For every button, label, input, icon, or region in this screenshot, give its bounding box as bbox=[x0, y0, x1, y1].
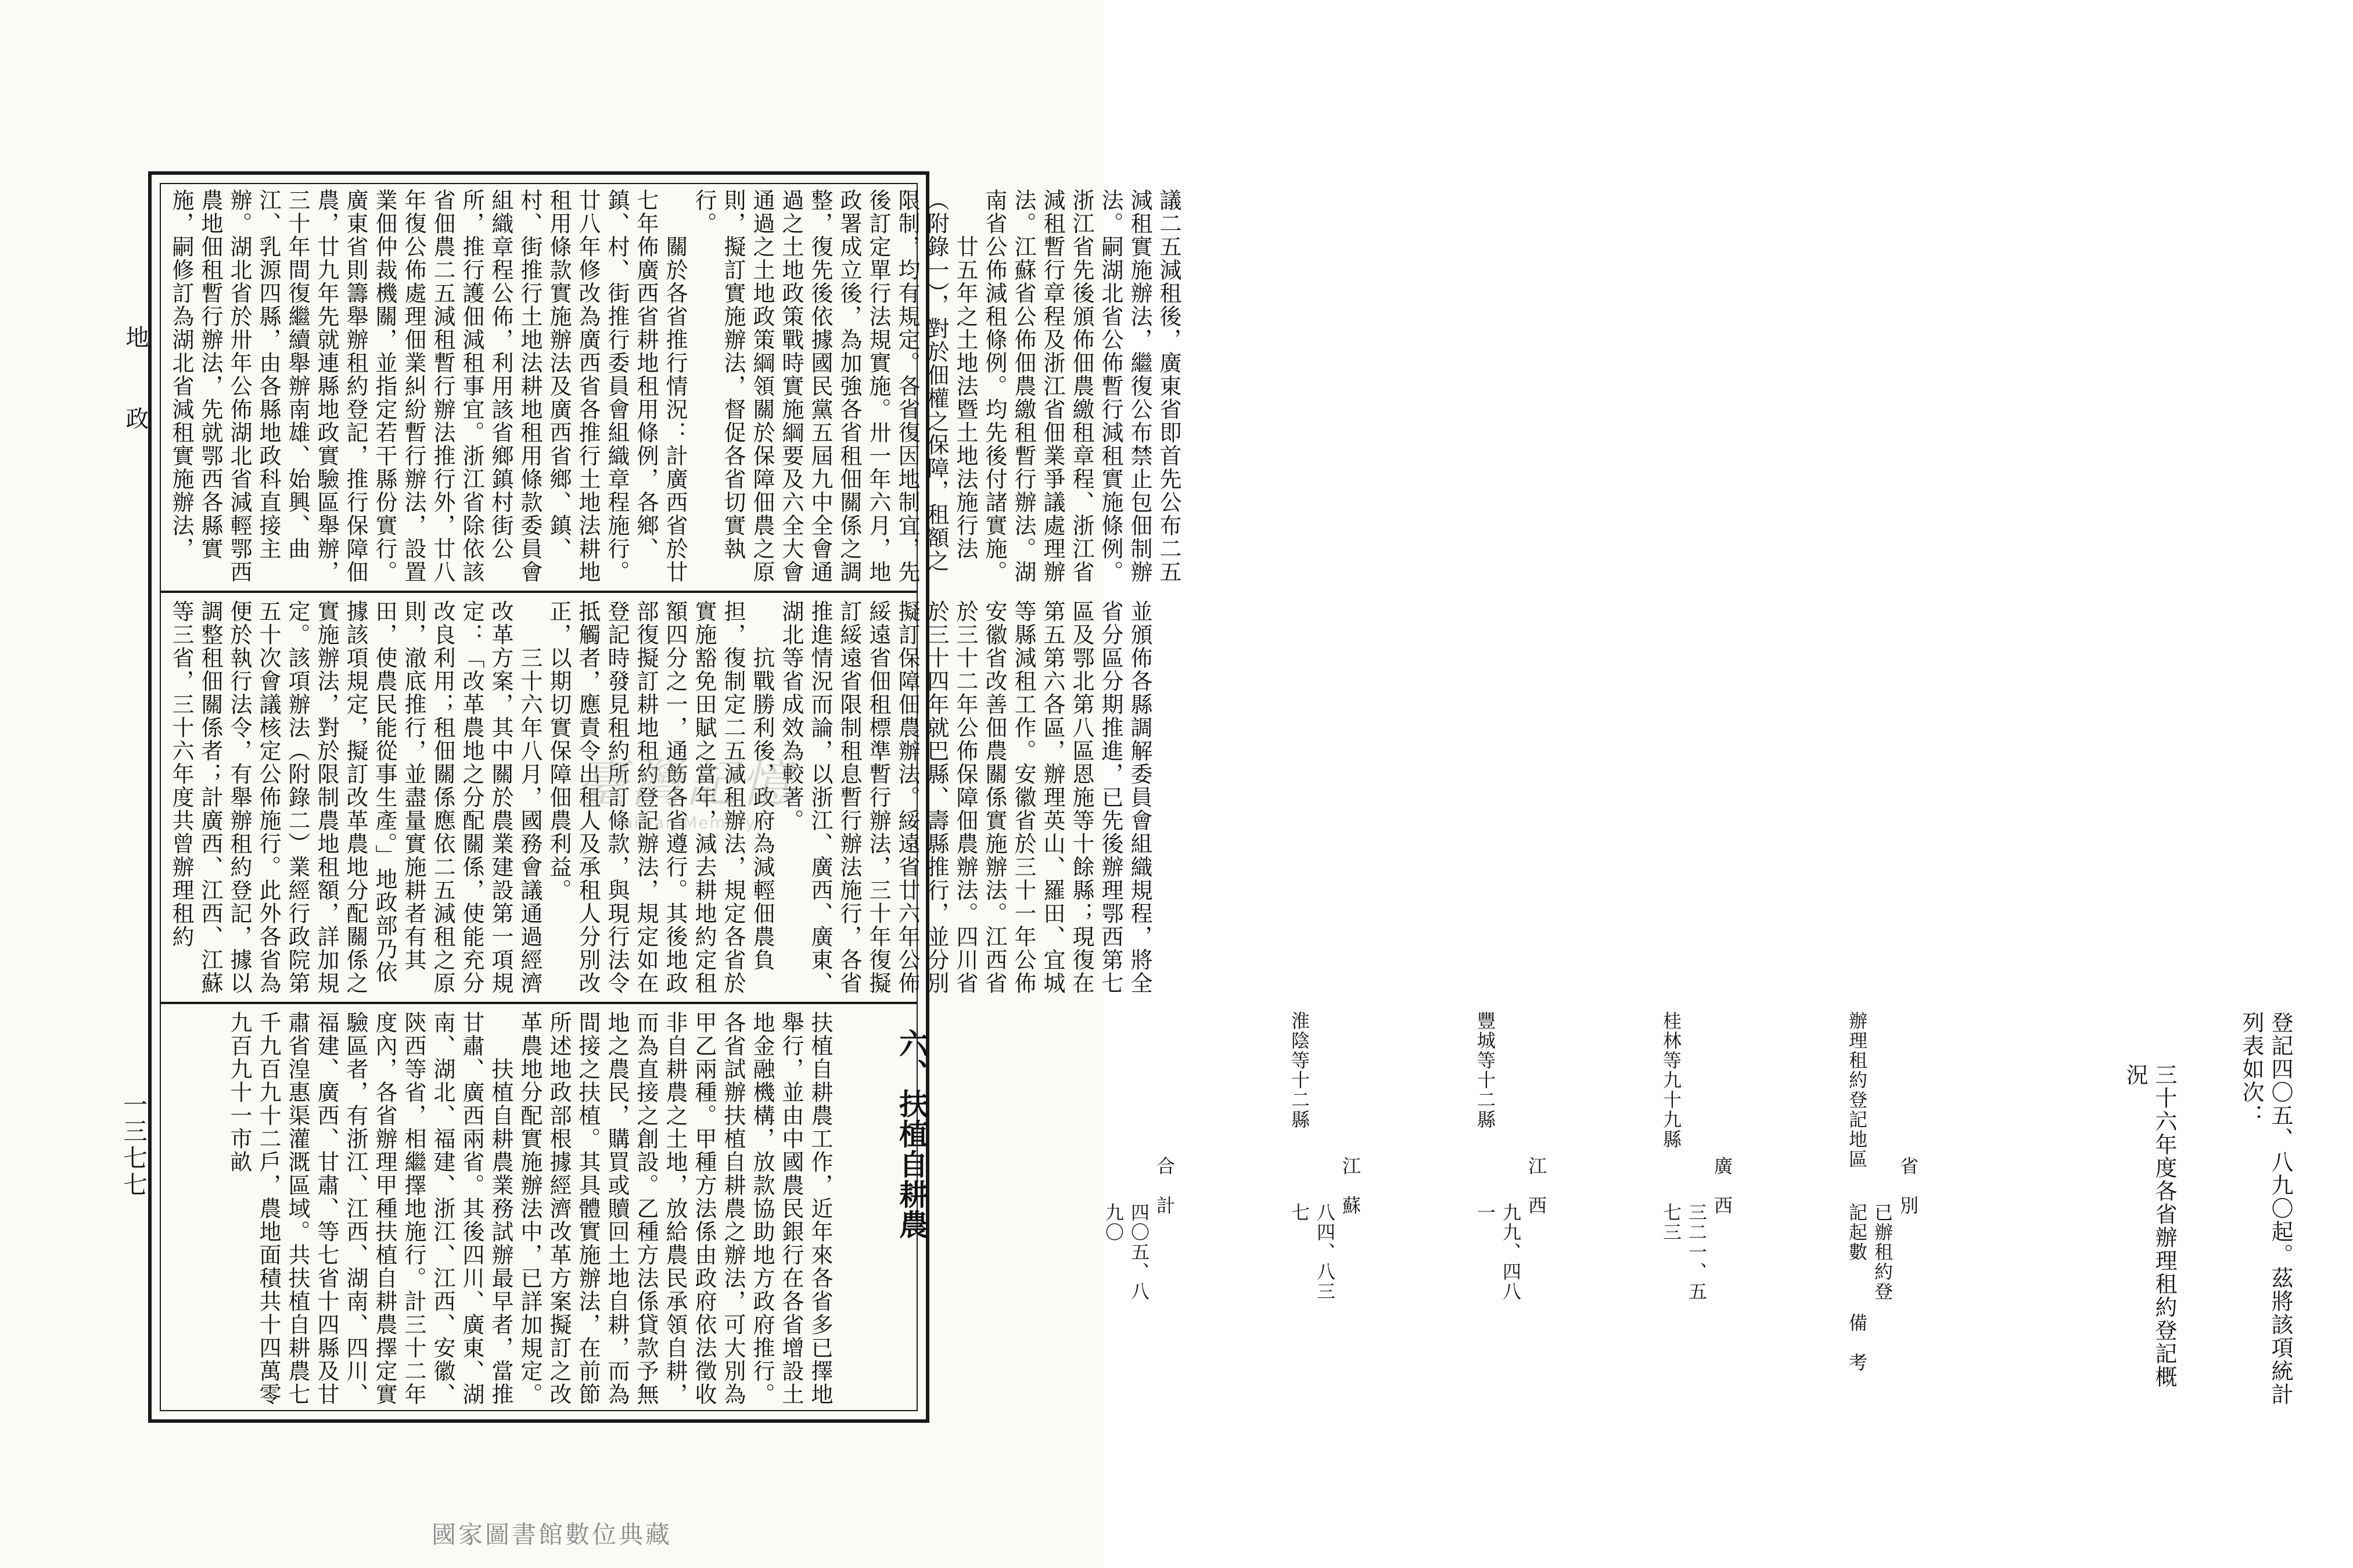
watermark-subtext: Taiwan Memory bbox=[615, 813, 756, 832]
cell-region: 豐城等十二縣 bbox=[1474, 1011, 1496, 1130]
table-row bbox=[1633, 1011, 1761, 1406]
table-total-row bbox=[1075, 1011, 1203, 1406]
table-header-row bbox=[1819, 1011, 1946, 1406]
cell-province: 江 西 bbox=[1525, 1156, 1547, 1215]
chapter-title: 地 政 bbox=[122, 325, 149, 447]
cell-count: 九九、四八一 bbox=[1474, 1203, 1522, 1301]
cell-province: 江 蘇 bbox=[1339, 1156, 1361, 1215]
page-number: 一三七七 bbox=[120, 1092, 148, 1199]
watermark-text: 臺灣記憶 bbox=[576, 754, 795, 814]
header-province: 省 別 bbox=[1897, 1156, 1919, 1215]
cell-total-label: 合 計 bbox=[1154, 1156, 1176, 1215]
table-title: 三十六年度各省辦理租約登記概況 bbox=[2122, 1063, 2177, 1389]
header-remark: 備 考 bbox=[1846, 1313, 1868, 1372]
band-bottom-columns bbox=[167, 1011, 2353, 1406]
watermark bbox=[552, 743, 819, 848]
cell-region: 淮陰等十二縣 bbox=[1288, 1011, 1310, 1130]
table-row bbox=[1261, 1011, 1389, 1406]
band-middle-text: 並頒佈各縣調解委員會組織規程，將全省分區分期推進，已先後辦理鄂西第七區及鄂北第八區恩施等十餘縣；現復在第五第六各區，辦理英山、羅田、宜城等縣減租工作。安徽省於三十一年公佈安徽省改善佃農關係實施辦法。江西省於三十二年公佈保障佃農辦法。四川省於三十四年就巴縣、壽縣推行，並分別擬訂保障佃農辦法。綏遠省廿六年公佈綏遠省佃租標準暫行辦法，三十年復擬訂綏遠省限制租息暫行辦法施行，各省推進情況而論，以浙江、廣西、廣東、湖北等省成效為較著。 抗戰勝利後，政府為減輕佃農負担，復制定二五減租辦法，規定各省於實施豁免田賦之當年，減去耕地約定租額四分之一，通飭各省遵行。其後地政部復擬訂耕地租約登記辦法，規定如在登記時發見租約所訂條款，與現行法令抵觸者，應責令出租人及承租人分別改正，以期切實保障佃農利益。 三十六年八月，國務會議通過經濟改革方案，其中關於農業建設第一項規定：「改革農地之分配關係，使能充分改良利用；租佃關係應依二五減租之原則，澈底推行，並盡量實施耕者有其田，使農民能從事生產。」地政部乃依據該項規定，擬訂改革農地分配關係之實施辦法，對於限制農地租額，詳加規定。該項辦法（附錄二）業經行政院第五十次會議核定公佈施行。此外各省為便於執行法令，有舉辦租約登記，據以調整租佃關係者；計廣西、江西、江蘇等三省，三十六年度共曾辦理租約 bbox=[168, 600, 1152, 995]
table-intro: 登記四〇五、八九〇起。茲將該項統計列表如次： bbox=[2239, 1011, 2293, 1406]
header-region: 辦理租約登記地區 bbox=[1846, 1011, 1868, 1169]
cell-count: 三二一、五七三 bbox=[1660, 1203, 1708, 1301]
text-band-top bbox=[167, 189, 1181, 584]
header-count: 已辦租約登記起數 bbox=[1846, 1203, 1894, 1301]
band-top-text: 議二五減租後，廣東省即首先公布二五減租實施辦法，繼復公布禁止包佃制辦法。嗣湖北省公佈暫行減租實施條例。浙江省先後頒佈佃農繳租章程、浙江省減租暫行章程及浙江省佃業爭議處理辦法。江蘇省公佈佃農繳租暫行辦法。湖南省公佈減租條例。均先後付諸實施。 廿五年之土地法暨土地法施行法（附錄一），對於佃權之保障，租額之限制，均有規定。各省復因地制宜，先後訂定單行法規實施。卅一年六月，地政署成立後，為加強各省租佃關係之調整，復先後依據國民黨五屆九中全會通過之土地政策戰時實施綱要及六全大會通過之土地政策綱領關於保障佃農之原則，擬訂實施辦法，督促各省切實執行。 關於各省推行情況：計廣西省於廿七年佈廣西省耕地租用條例，各鄉、鎮、村、街推行委員會組織章程施行。廿八年修改為廣西省各推行土地法耕地租用條款實施辦法及廣西省鄉、鎮、村、街推行土地法耕地租用條款委員會組織章程公佈，利用該省鄉鎮村街公所，推行護佃減租事宜。浙江省除依該省佃農二五減租暫行辦法推行外，廿八年復公佈處理佃業糾紛暫行辦法，設置業佃仲裁機關，並指定若干縣份實行。廣東省則籌舉辦租約登記，推行保障佃農，廿九年先就連縣地政實驗區舉辦，三十年間復繼續舉辦南雄、始興、曲江、乳源四縣，由各縣地政科直接主辦。湖北省於卅年公佈湖北省減輕鄂西農地佃租暫行辦法，先就鄂西各縣實施，嗣修訂為湖北省減租實施辦法， bbox=[168, 189, 1181, 584]
text-band-bottom bbox=[167, 1011, 2293, 1406]
cell-total-count: 四〇五、八九〇 bbox=[1102, 1203, 1150, 1301]
cell-province: 廣 西 bbox=[1711, 1156, 1733, 1215]
table-body bbox=[1017, 1011, 2004, 1406]
footer-credit: 國家圖書館數位典藏 bbox=[431, 1520, 672, 1549]
rent-registration-table bbox=[988, 1011, 2063, 1406]
section-heading: 六、扶植自耕農 bbox=[895, 1028, 929, 1240]
section-body: 扶植自耕農工作，近年來各省多已擇地舉行，並由中國農民銀行在各省增設土地金融機構，放款協助地方政府推行。各省試辦扶植自耕農之辦法，可大別為甲乙兩種。甲種方法係由政府依法徵收非自耕農之土地，放給農民承領自耕，而為直接之創設。乙種方法係貸款予無地之農民，購買或贖回土地自耕，而為間接之扶植。其具體實施辦法，在前節所述地政部根據經濟改革方案擬訂之改革農地分配實施辦法中，已詳加規定。 扶植自耕農業務試辦最早者，當推甘肅、廣西兩省。其後四川、廣東、湖南、湖北、福建、浙江、江西、安徽、陝西等省，相繼擇地施行。計三十二年度內，各省辦理甲種扶植自耕農擇定實驗區者，有浙江、江西、湖南、四川、福建、廣西、甘肅、等七省十四縣及甘肅省湟惠渠灌溉區域。共扶植自耕農七千九百九十二戶，農地面積共十四萬零九百九十一市畝 bbox=[227, 1011, 833, 1406]
table-row bbox=[1447, 1011, 1575, 1406]
band-divider-1 bbox=[161, 591, 917, 593]
cell-region: 桂林等九十九縣 bbox=[1660, 1011, 1682, 1149]
cell-count: 八四、八三七 bbox=[1288, 1203, 1336, 1301]
band-divider-2 bbox=[161, 1002, 917, 1004]
